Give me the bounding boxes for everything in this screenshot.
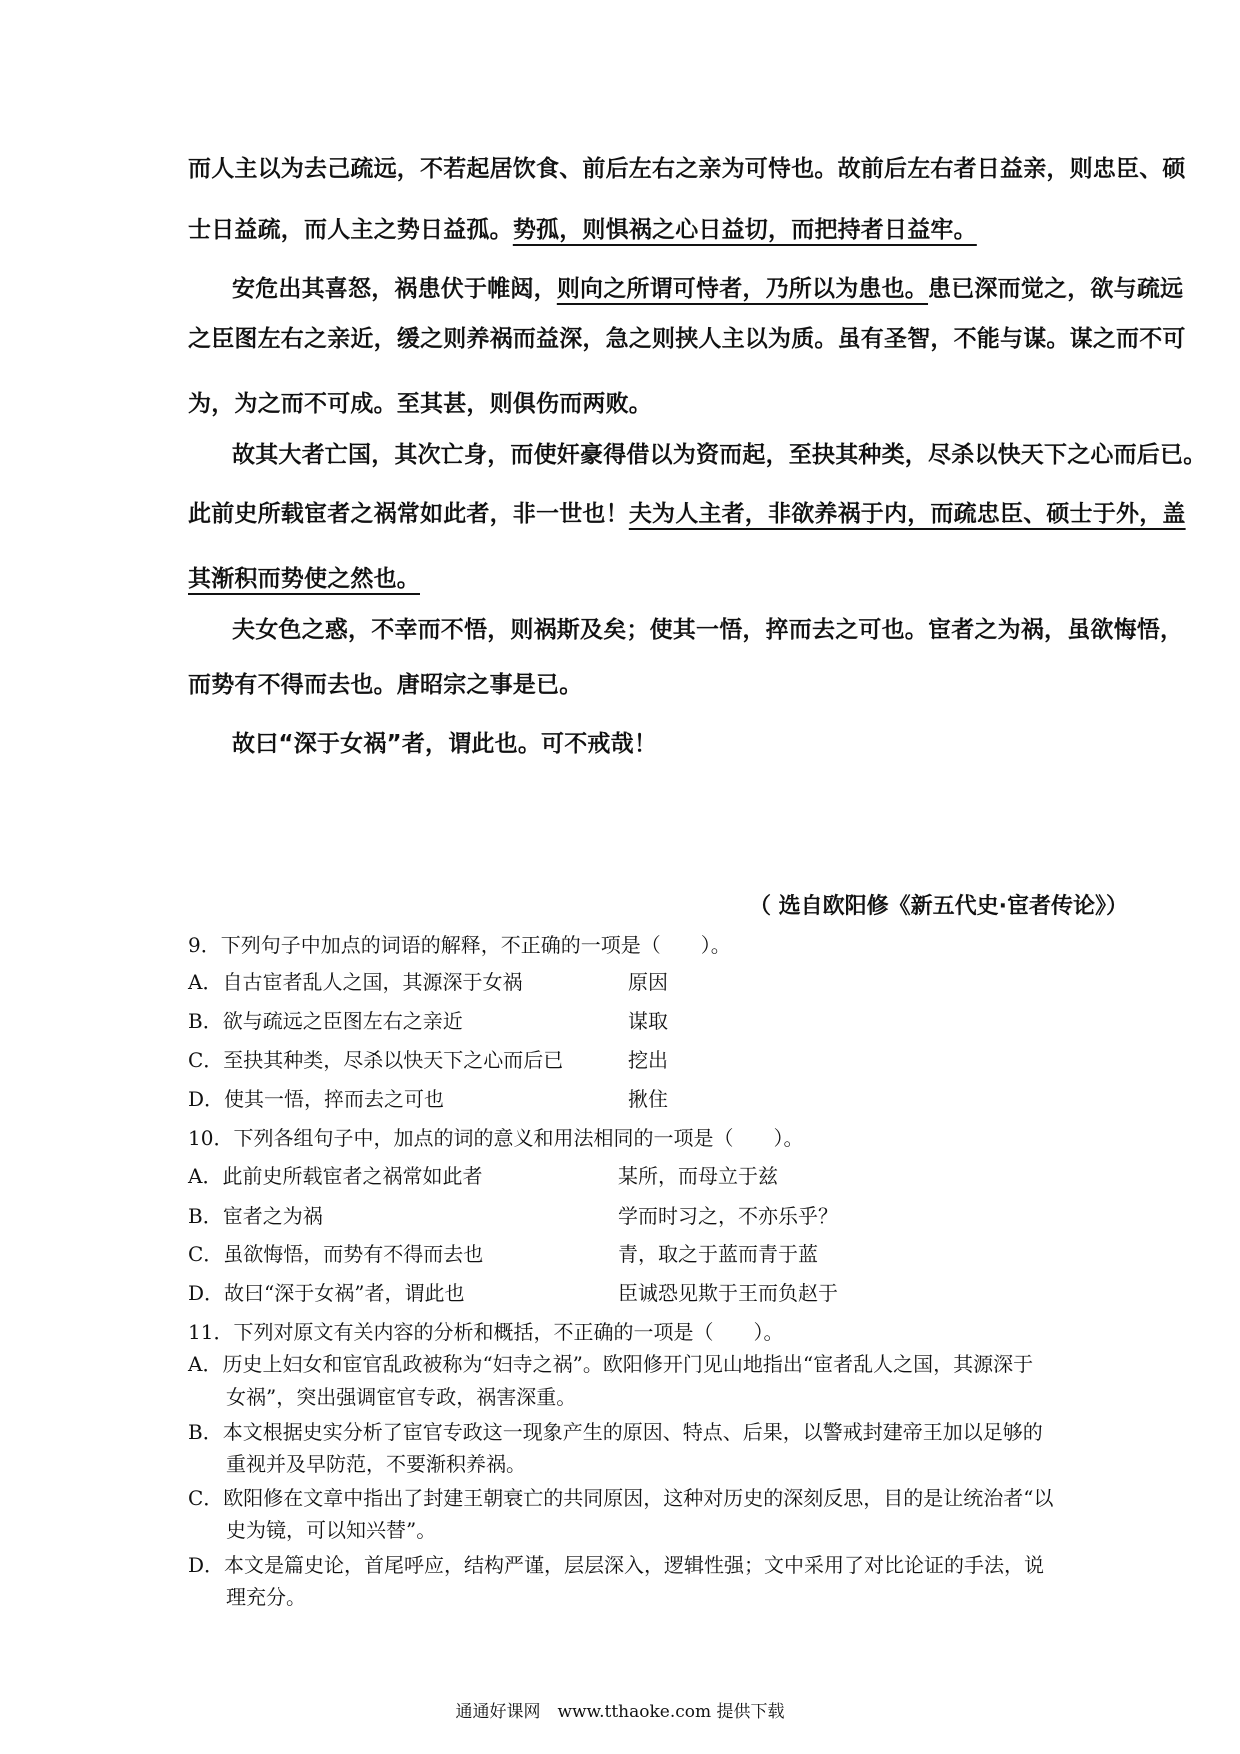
question-10-option-a: A．此前史所载宦者之祸常如此者 xyxy=(188,1164,483,1188)
passage-line-4: 之臣图左右之亲近，缓之则养祸而益深，急之则挟人主以为质。虽有圣智，不能与谋。谋之而不可 xyxy=(188,326,1186,352)
question-9-option-c: C．至抉其种类，尽杀以快天下之心而后已 xyxy=(188,1048,564,1072)
question-10-option-d-pair: 臣诚恐见欺于王而负赵于 xyxy=(618,1281,838,1305)
passage-text: 患已深而觉之，欲与疏远 xyxy=(928,276,1184,302)
question-10-option-b: B．宦者之为祸 xyxy=(188,1204,323,1228)
question-11-option-b-cont: 重视并及早防范，不要渐积养祸。 xyxy=(226,1452,526,1476)
passage-line-9: 夫女色之惑，不幸而不悟，则祸斯及矣；使其一悟，捽而去之可也。宦者之为祸，虽欲悔悟， xyxy=(232,617,1184,643)
question-9-option-d: D．使其一悟，捽而去之可也 xyxy=(188,1087,445,1111)
question-10-option-b-pair: 学而时习之，不亦乐乎？ xyxy=(618,1204,838,1228)
passage-line-10: 而势有不得而去也。唐昭宗之事是已。 xyxy=(188,672,583,698)
underlined-sentence: 势孤，则惧祸之心日益切，而把持者日益牢。 xyxy=(512,217,977,243)
question-11-stem: 11．下列对原文有关内容的分析和概括，不正确的一项是（ ）。 xyxy=(188,1320,784,1344)
source-citation: （ 选自欧阳修《新五代史·宦者传论》） xyxy=(748,894,1128,919)
question-11-option-b: B．本文根据史实分析了宦官专政这一现象产生的原因、特点、后果，以警戒封建帝王加以足够的 xyxy=(188,1420,1043,1444)
question-9-stem: 9．下列句子中加点的词语的解释，不正确的一项是（ ）。 xyxy=(188,933,731,957)
question-10-option-d: D．故曰“深于女祸”者，谓此也 xyxy=(188,1281,465,1305)
passage-line-3 xyxy=(232,270,1183,303)
passage-text: 安危出其喜怒，祸患伏于帷闼， xyxy=(232,276,557,302)
passage-line-6: 故其大者亡国，其次亡身，而使奸豪得借以为资而起，至抉其种类，尽杀以快天下之心而后已。 xyxy=(232,442,1207,468)
question-10-option-c-pair: 青，取之于蓝而青于蓝 xyxy=(618,1242,818,1266)
question-11-option-c: C．欧阳修在文章中指出了封建王朝衰亡的共同原因，这种对历史的深刻反思，目的是让统治者“以 xyxy=(188,1486,1054,1510)
underlined-sentence: 则向之所谓可恃者，乃所以为患也。 xyxy=(556,276,929,302)
question-9-option-a: A．自古宦者乱人之国，其源深于女祸 xyxy=(188,970,523,994)
question-9-option-a-meaning: 原因 xyxy=(628,970,668,994)
passage-line-11: 故曰“深于女祸”者，谓此也。可不戒哉！ xyxy=(232,731,658,757)
question-11-option-a-cont: 女祸”，突出强调宦官专政，祸害深重。 xyxy=(226,1385,577,1409)
question-11-option-d-cont: 理充分。 xyxy=(226,1585,306,1609)
question-9-option-b-meaning: 谋取 xyxy=(628,1009,668,1033)
underlined-sentence: 夫为人主者，非欲养祸于内，而疏忠臣、硕士于外，盖 xyxy=(628,501,1186,527)
page-footer: 通通好课网 www.tthaoke.com 提供下载 xyxy=(455,1702,785,1722)
question-11-option-d: D．本文是篇史论，首尾呼应，结构严谨，层层深入，逻辑性强；文中采用了对比论证的手法，说 xyxy=(188,1553,1045,1577)
passage-line-2 xyxy=(188,211,977,244)
question-9-option-d-meaning: 揪住 xyxy=(628,1087,668,1111)
passage-line-8: 其渐积而势使之然也。 xyxy=(188,566,420,592)
passage-text: 此前史所载宦者之祸常如此者，非一世也！ xyxy=(188,501,629,527)
question-11-option-a: A．历史上妇女和宦官乱政被称为“妇寺之祸”。欧阳修开门见山地指出“宦者乱人之国，其源深于 xyxy=(188,1352,1034,1376)
question-10-option-a-pair: 某所，而母立于兹 xyxy=(618,1164,778,1188)
question-11-option-c-cont: 史为镜，可以知兴替”。 xyxy=(226,1518,437,1542)
passage-line-7 xyxy=(188,495,1186,528)
question-9-option-c-meaning: 挖出 xyxy=(628,1048,668,1072)
question-9-option-b: B．欲与疏远之臣图左右之亲近 xyxy=(188,1009,463,1033)
passage-line-5: 为，为之而不可成。至其甚，则俱伤而两败。 xyxy=(188,391,652,417)
passage-text: 士日益疏，而人主之势日益孤。 xyxy=(188,217,513,243)
question-10-stem: 10．下列各组句子中，加点的词的意义和用法相同的一项是（ ）。 xyxy=(188,1126,804,1150)
question-10-option-c: C．虽欲悔悟，而势有不得而去也 xyxy=(188,1242,484,1266)
passage-line-1: 而人主以为去己疏远，不若起居饮食、前后左右之亲为可恃也。故前后左右者日益亲，则忠臣、硕 xyxy=(188,156,1186,182)
